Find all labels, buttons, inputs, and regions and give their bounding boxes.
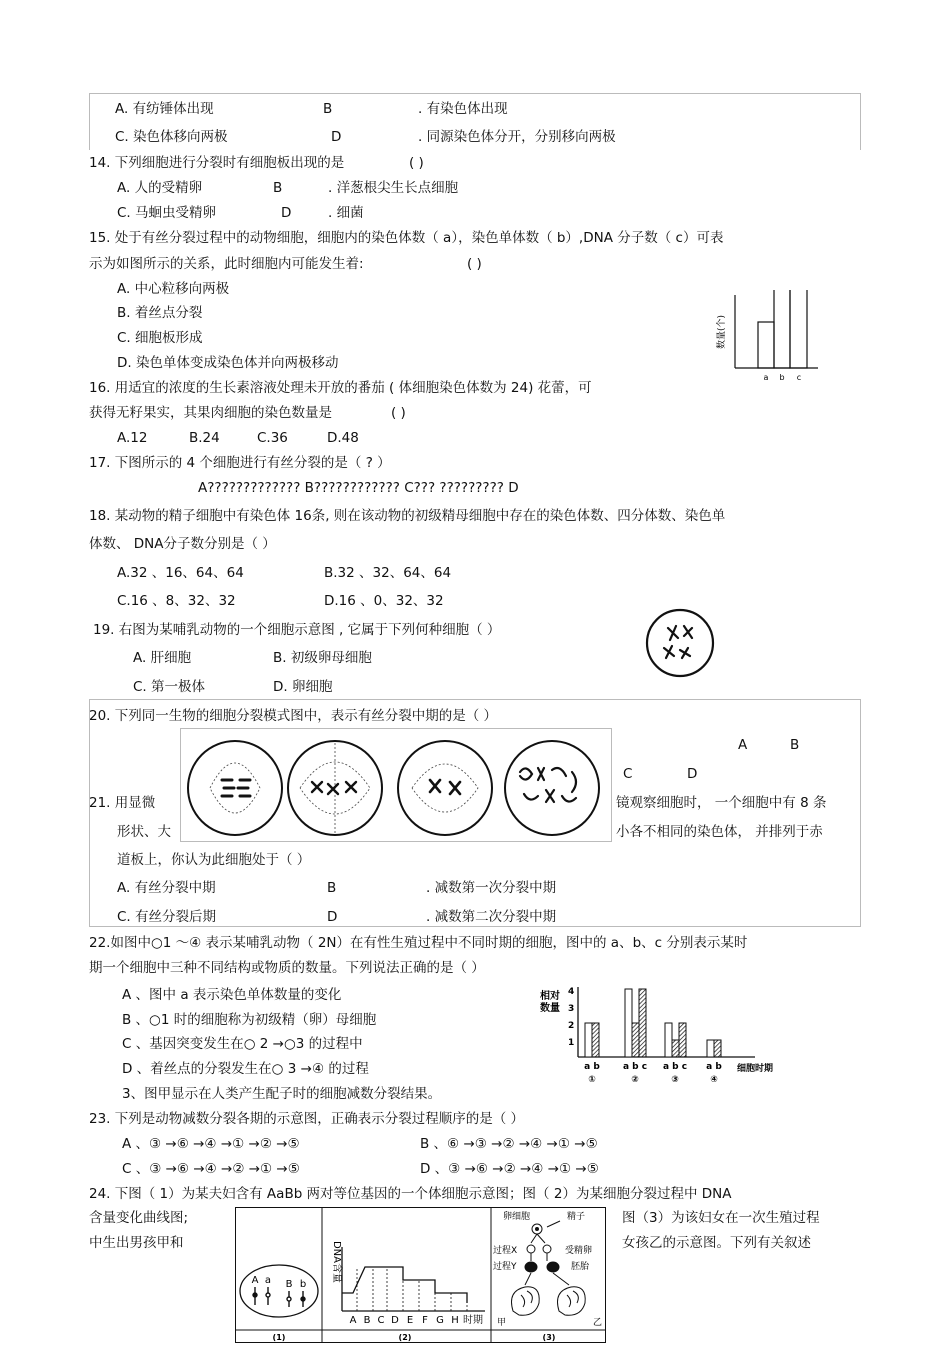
q24-x-time: 时期 [463, 1315, 483, 1326]
q21-option-a: A. 有丝分裂中期 [117, 880, 216, 896]
q15-stem-line1: 15. 处于有丝分裂过程中的动物细胞，细胞内的染色体数（ a），染色单体数（ b）,DNA 分子数（ c）可表 [89, 230, 724, 246]
q21-line1-right: 镜观察细胞时， 一个细胞中有 8 条 [616, 795, 827, 811]
q24-jia-label: 甲 [497, 1318, 507, 1328]
q24-procy-label: 过程Y [493, 1262, 517, 1272]
q21-option-c: C. 有丝分裂后期 [117, 909, 217, 925]
q18-option-c: C.16 、8、32、32 [117, 593, 236, 609]
q21-option-b: . 减数第一次分裂中期 [426, 880, 557, 896]
q22-stem-line1: 22.如图中○1 ～④ 表示某哺乳动物（ 2N）在有性生殖过程中不同时期的细胞，图中的 a、b、c 分别表示某时 [89, 935, 748, 951]
q20-cell-b [288, 741, 382, 835]
q24-figure-border [236, 1208, 606, 1343]
q16-option-b: B.24 [189, 430, 220, 446]
q22-group4-labels: a b [706, 1062, 722, 1072]
q22-option-d: D 、着丝点的分裂发生在○ 3 →④ 的过程 [122, 1061, 369, 1077]
q21-line3: 道板上，你认为此细胞处于（ ） [117, 852, 311, 868]
q15-x-label-a: a [763, 373, 769, 382]
q18-option-d: D.16 、0、32、32 [324, 593, 444, 609]
q22-ytick-1: 1 [568, 1038, 575, 1048]
q14-stem: 14. 下列细胞进行分裂时有细胞板出现的是 [89, 155, 345, 171]
q21-line2-left: 形状、大 [117, 824, 171, 840]
q24-line3-left: 中生出男孩甲和 [89, 1235, 184, 1251]
q24-line3-right: 女孩乙的示意图。下列有关叙述 [622, 1235, 811, 1251]
q22-bar-g3-a [665, 1023, 672, 1057]
q14-option-c: C. 马蛔虫受精卵 [117, 205, 217, 221]
q22-chart-ylabel [540, 989, 563, 1014]
q16-option-c: C.36 [257, 430, 288, 446]
q22-ylabel-part: 数量 [540, 1003, 560, 1014]
q22-group4-num: ④ [710, 1075, 718, 1085]
q22-bar-g2-b [632, 1023, 639, 1057]
q18-option-a: A.32 、16、64、64 [117, 565, 244, 581]
q15-x-label-c: c [796, 373, 802, 382]
q20-stem: 20. 下列同一生物的细胞分裂模式图中，表示有丝分裂中期的是（ ） [89, 708, 498, 724]
q22-ylabel-part: 相对 [540, 991, 560, 1002]
q21-option-d: . 减数第二次分裂中期 [426, 909, 557, 925]
q15-bar-a [758, 322, 774, 368]
q22-bar-g4-b [714, 1040, 721, 1057]
q22-ytick-4: 4 [568, 987, 575, 997]
q13-option-c: C. 染色体移向两极 [115, 129, 228, 145]
q24-line2-right: 图（3）为该妇女在一次生殖过程 [622, 1210, 820, 1226]
q22-chart-xlabel: 细胞时期 [737, 1064, 774, 1074]
q22-group1-labels: a b [584, 1062, 600, 1072]
q21-option-d-letter: D [327, 909, 338, 925]
q13-option-b: . 有染色体出现 [418, 101, 508, 117]
q24-x-H: H [451, 1315, 459, 1326]
q24-x-A: A [349, 1315, 357, 1326]
q24-gene-b: b [299, 1279, 307, 1290]
q15-x-label-b: b [779, 373, 785, 382]
q18-option-b: B.32 、32、64、64 [324, 565, 452, 581]
q24-gene-A: A [251, 1275, 259, 1286]
q15-chart-ylabel: 数量(个) [717, 314, 727, 350]
q24-panel2-caption: (2) [398, 1333, 412, 1342]
q24-gene-a: a [264, 1275, 272, 1286]
q14-paren: ( ) [409, 155, 424, 171]
q15-paren: ( ) [467, 256, 482, 272]
q21-line2-right: 小各不相同的染色体， 并排列于赤 [616, 824, 823, 840]
q24-figure [235, 1207, 607, 1344]
q22-option-a: A 、图中 a 表示染色单体数量的变化 [122, 987, 342, 1003]
q23-option-d: D 、③ →⑥ →② →④ →① →⑤ [420, 1161, 599, 1177]
q23-option-c: C 、③ →⑥ →④ →② →① →⑤ [122, 1161, 300, 1177]
q22-bar-g2-a [625, 989, 632, 1057]
q16-stem-line1: 16. 用适宜的浓度的生长素溶液处理未开放的番茄 ( 体细胞染色体数为 24) 花蕾，可 [89, 380, 592, 396]
q22-group3-labels: a b c [662, 1062, 688, 1072]
q22-option-b: B 、○1 时的细胞称为初级精（卵）母细胞 [122, 1012, 377, 1028]
q24-x-C: C [377, 1315, 385, 1326]
q17-options: A????????????? B???????????? C??? ????????? D [198, 480, 519, 496]
q24-panel3-caption: (3) [542, 1333, 556, 1342]
q24-yi-label: 乙 [593, 1318, 603, 1328]
q14-option-b: . 洋葱根尖生长点细胞 [328, 180, 459, 196]
q20-figure-border [181, 729, 612, 842]
q15-option-b: B. 着丝点分裂 [117, 305, 203, 321]
q17-stem: 17. 下图所示的 4 个细胞进行有丝分裂的是（ ? ） [89, 455, 391, 471]
q20-cell-a [188, 741, 282, 835]
q22-group3-num: ③ [671, 1075, 679, 1085]
q20-label-a: A [738, 737, 748, 753]
q18-stem-line2: 体数、 DNA分子数分别是（ ） [89, 536, 276, 552]
q22-group2-labels: a b c [622, 1062, 648, 1072]
q21-line1-left: 21. 用显微 [89, 795, 156, 811]
q24-dna-label: DNA含量 [331, 1240, 342, 1284]
q22-stem-line2: 期一个细胞中三种不同结构或物质的数量。下列说法正确的是（ ） [89, 960, 485, 976]
q24-sperm-label: 精子 [567, 1212, 586, 1222]
q22-y-ticks [568, 987, 574, 1048]
q13-option-d-letter: D [331, 129, 342, 145]
q14-option-d: . 细菌 [328, 205, 364, 221]
q24-procx-label: 过程X [493, 1246, 518, 1256]
q15-option-d: D. 染色单体变成染色体并向两极移动 [117, 355, 339, 371]
q15-bar-b [774, 290, 790, 368]
q22-ytick-2: 2 [568, 1021, 575, 1031]
q15-bar-c [790, 290, 807, 368]
q15-option-c: C. 细胞板形成 [117, 330, 203, 346]
q24-egg-label: 卵细胞 [503, 1212, 531, 1222]
q22-group2-num: ② [631, 1075, 639, 1085]
q23-option-a: A 、③ →⑥ →④ →① →② →⑤ [122, 1136, 300, 1152]
q22-bar-figure [535, 985, 785, 1085]
q22-bar-g1-a [585, 1023, 592, 1057]
q24-zygote-label: 受精卵 [565, 1246, 593, 1256]
q22-bar-g2-c [639, 989, 646, 1057]
q24-x-B: B [363, 1315, 371, 1326]
q19-cell-membrane [647, 610, 713, 676]
q18-stem-line1: 18. 某动物的精子细胞中有染色体 16条, 则在该动物的初级精母细胞中存在的染色体数、四分体数、染色单 [89, 508, 726, 524]
q24-gene-B: B [285, 1279, 293, 1290]
q15-stem-line2: 示为如图所示的关系，此时细胞内可能发生着: [89, 256, 364, 272]
q16-option-a: A.12 [117, 430, 148, 446]
q13-option-b-letter: B [323, 101, 333, 117]
q24-embryo-label: 胚胎 [571, 1262, 590, 1272]
q20-label-d: D [687, 766, 698, 782]
q22-option-c: C 、基因突变发生在○ 2 →○3 的过程中 [122, 1036, 363, 1052]
q13-option-a: A. 有纺锤体出现 [115, 101, 214, 117]
q24-panel1-caption: (1) [272, 1333, 286, 1342]
q20-label-c: C [623, 766, 633, 782]
q14-option-a: A. 人的受精卵 [117, 180, 203, 196]
q14-option-b-letter: B [273, 180, 283, 196]
q23-option-b: B 、⑥ →③ →② →④ →① →⑤ [420, 1136, 598, 1152]
q22-bar-g3-c [679, 1023, 686, 1057]
q16-paren: ( ) [391, 405, 406, 421]
q19-option-b: B. 初级卵母细胞 [273, 650, 372, 666]
q15-option-a: A. 中心粒移向两极 [117, 281, 230, 297]
q19-option-a: A. 肝细胞 [133, 650, 192, 666]
q24-line2-left: 含量变化曲线图; [89, 1210, 189, 1226]
q22-bar-g1-b [592, 1023, 599, 1057]
q24-x-F: F [422, 1315, 428, 1326]
q15-bar-figure [710, 290, 820, 385]
q16-stem-line2: 获得无籽果实，其果肉细胞的染色数量是 [89, 405, 332, 421]
q20-label-b: B [790, 737, 800, 753]
q22-extra-line: 3、图甲显示在人类产生配子时的细胞减数分裂结果。 [122, 1086, 442, 1102]
q24-x-D: D [391, 1315, 399, 1326]
q13-option-d: . 同源染色体分开，分别移向两极 [418, 129, 616, 145]
q22-group1-num: ① [588, 1075, 596, 1085]
q14-option-d-letter: D [281, 205, 292, 221]
q20-cell-division-figure [180, 728, 612, 842]
q24-x-G: G [436, 1315, 444, 1326]
q22-bar-g4-a [707, 1040, 714, 1057]
q24-x-E: E [406, 1315, 414, 1326]
q22-ytick-3: 3 [568, 1004, 575, 1014]
q16-option-d: D.48 [327, 430, 359, 446]
q19-cell-figure [640, 604, 720, 682]
q19-chromosomes [664, 626, 692, 658]
q19-stem: 19. 右图为某哺乳动物的一个细胞示意图 , 它属于下列何种细胞（ ） [93, 622, 501, 638]
q23-stem: 23. 下列是动物减数分裂各期的示意图，正确表示分裂过程顺序的是（ ） [89, 1111, 525, 1127]
q20-cell-d [505, 741, 599, 835]
q19-option-d: D. 卵细胞 [273, 679, 333, 695]
q19-option-c: C. 第一极体 [133, 679, 206, 695]
q21-option-b-letter: B [327, 880, 337, 896]
q24-stem-line1: 24. 下图（ 1）为某夫妇含有 AaBb 两对等位基因的一个体细胞示意图；图（ 2）为某细胞分裂过程中 DNA [89, 1186, 732, 1202]
q22-bar-g3-b [672, 1040, 679, 1057]
q20-cell-c [398, 741, 492, 835]
